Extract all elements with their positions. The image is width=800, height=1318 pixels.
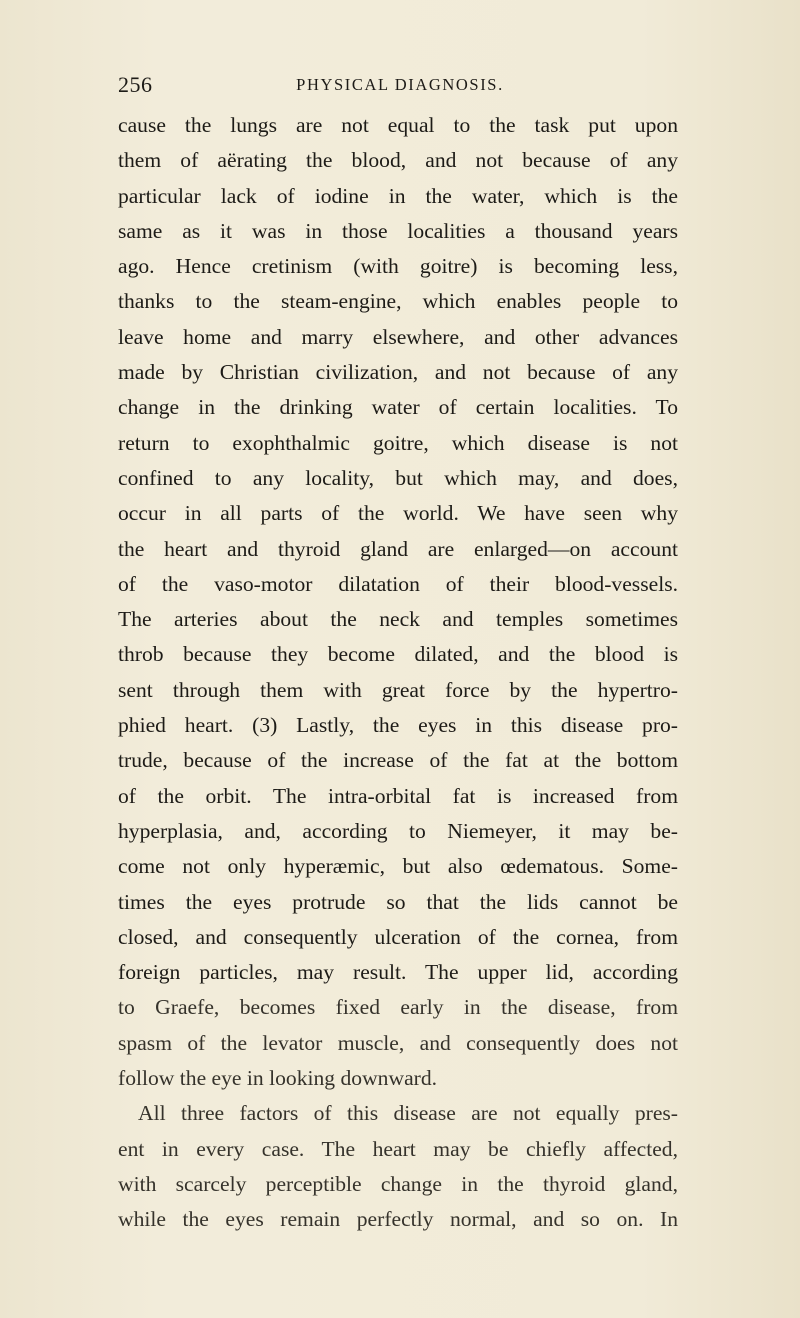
text-line: with scarcely perceptible change in the thyroid gland,: [118, 1171, 678, 1196]
text-line: of the vaso-motor dilatation of their blood-vessels.: [118, 571, 678, 596]
text-line: The arteries about the neck and temples sometimes: [118, 607, 678, 632]
text-line: leave home and marry elsewhere, and other advances: [118, 324, 678, 349]
text-line: sent through them with great force by the hypertro-: [118, 677, 678, 702]
text-line: ago. Hence cretinism (with goitre) is becoming less,: [118, 254, 678, 279]
text-line: spasm of the levator muscle, and consequently does not: [118, 1030, 678, 1055]
text-line: throb because they become dilated, and the blood is: [118, 642, 678, 667]
text-line: occur in all parts of the world. We have seen why: [118, 501, 678, 526]
text-line: particular lack of iodine in the water, which is the: [118, 183, 678, 208]
text-line: the heart and thyroid gland are enlarged—on account: [118, 536, 678, 561]
text-line: them of aërating the blood, and not because of any: [118, 148, 678, 173]
text-line: ent in every case. The heart may be chiefly affected,: [118, 1136, 678, 1161]
text-line: change in the drinking water of certain localities. To: [118, 395, 678, 420]
text-line: hyperplasia, and, according to Niemeyer, it may be-: [118, 818, 678, 843]
text-line: times the eyes protrude so that the lids cannot be: [118, 889, 678, 914]
text-line: closed, and consequently ulceration of the cornea, from: [118, 924, 678, 949]
text-line: thanks to the steam-engine, which enables people to: [118, 289, 678, 314]
text-line: confined to any locality, but which may, and does,: [118, 465, 678, 490]
text-line: same as it was in those localities a thousand years: [118, 218, 678, 243]
paragraph-end-line: follow the eye in looking downward.: [118, 1066, 438, 1091]
body-text: [118, 108, 678, 1238]
text-line: to Graefe, becomes fixed early in the disease, from: [118, 995, 678, 1020]
text-line: made by Christian civilization, and not because of any: [118, 360, 678, 385]
text-line: phied heart. (3) Lastly, the eyes in this disease pro-: [118, 713, 678, 738]
text-line: come not only hyperæmic, but also œdematous. Some-: [118, 854, 678, 879]
text-line: of the orbit. The intra-orbital fat is increased from: [118, 783, 678, 808]
text-line: return to exophthalmic goitre, which disease is not: [118, 430, 678, 455]
page-number: 256: [118, 72, 153, 97]
running-head: [0, 72, 800, 106]
running-title: PHYSICAL DIAGNOSIS.: [296, 75, 504, 94]
paragraph-start-line: All three factors of this disease are not equally pres-: [138, 1101, 678, 1126]
text-line: while the eyes remain perfectly normal, and so on. In: [118, 1207, 678, 1232]
text-line: cause the lungs are not equal to the task put upon: [118, 113, 678, 137]
text-line: trude, because of the increase of the fat at the bottom: [118, 748, 678, 773]
text-line: foreign particles, may result. The upper lid, according: [118, 960, 678, 985]
